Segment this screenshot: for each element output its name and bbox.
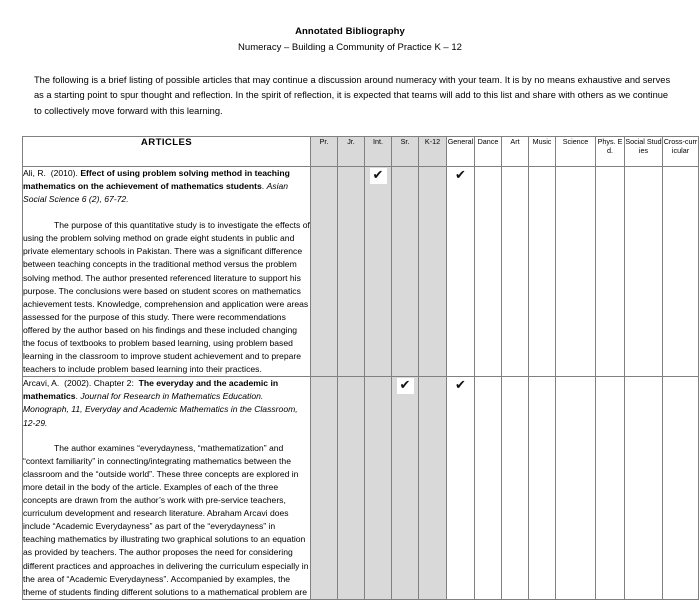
check-cell-cross-curricular[interactable] — [663, 377, 699, 600]
citation-author: Arcavi, A. — [23, 378, 60, 389]
check-cell-science[interactable] — [556, 377, 596, 600]
check-cell-sr[interactable] — [392, 377, 419, 600]
check-cell-cross-curricular[interactable] — [663, 166, 699, 376]
check-cell-k12[interactable] — [419, 166, 447, 376]
check-cell-sr[interactable] — [392, 166, 419, 376]
citation-title: Effect of using problem solving method in teaching mathematics on the achievement of mathematics students — [23, 167, 290, 191]
citation-author: Ali, R. — [23, 167, 46, 178]
check-mark: ✔ — [397, 378, 414, 394]
title-block — [0, 0, 700, 56]
check-cell-general[interactable] — [447, 377, 475, 600]
check-cell-music[interactable] — [529, 166, 556, 376]
annotation-1: The purpose of this quantitative study is to investigate the effects of using the problem solving method on grade eight students in public and private elementary schools in Pakistan. There was a significant difference between teaching concepts in the traditional method versus the problem solving method. The author presented referenced literature to support his purpose. The conclusions were based on student scores on mathematics achievement tests. Knowledge, comprehension and application were areas assessed for the purpose of this study. There were recommendations offered by the author based on his findings and these included changing the focus of textbooks to problem based learning, using problem based learning in the classroom to improve student achievement and to prepare teachers to include problem based learning into their practices. — [23, 220, 310, 375]
column-header-phys-ed: Phys. Ed. — [596, 136, 625, 166]
page-title: Annotated Bibliography — [295, 26, 405, 37]
citation-1 — [23, 167, 310, 206]
column-header-k12: K-12 — [419, 136, 447, 166]
table-row — [23, 166, 699, 376]
column-header-general: General — [447, 136, 475, 166]
check-cell-social-studies[interactable] — [625, 166, 663, 376]
column-header-science: Science — [556, 136, 596, 166]
column-header-pr: Pr. — [311, 136, 338, 166]
table-header-row — [23, 136, 699, 166]
bibliography-table-wrapper — [22, 136, 698, 600]
annotation-2: The author examines “everydayness, “mathematization” and “context familiarity” in connecting/integrating mathematics between the classroom and the “outside world”. These three concepts are explored in more detail in the body of the article. Examples of each of the three concepts are drawn from the author’s work with pre-service teachers, curriculum development and research literature. Abraham Arcavi does include “Academic Everydayness” as part of the “everydayness” in teaching mathematics by illustrating two graphical solutions to an equation as provided by teachers. The author proposes the need for considering different practices and approaches in delivering the curriculum especially in the area of “Academic Everydayness”. Accompanied by examples, the theme of students finding different solutions to a mathematical problem are — [23, 442, 309, 597]
check-cell-pr[interactable] — [311, 166, 338, 376]
check-mark: ✔ — [370, 168, 387, 184]
column-header-cross-curricular: Cross-curricular — [663, 136, 699, 166]
citation-year: (2010). — [50, 167, 78, 178]
citation-title: The everyday and the academic in mathematics — [23, 378, 279, 402]
citation-source: Journal for Research in Mathematics Education. Monograph, 11, Everyday and Academic Mathematics in the Classroom — [23, 391, 296, 415]
check-cell-science[interactable] — [556, 166, 596, 376]
column-header-social-studies: Social Studies — [625, 136, 663, 166]
citation-title-suffix: . — [75, 391, 78, 402]
table-row — [23, 377, 699, 600]
column-header-articles: ARTICLES — [23, 136, 311, 166]
check-cell-pr[interactable] — [311, 377, 338, 600]
bibliography-table — [22, 136, 699, 600]
check-cell-int[interactable] — [365, 166, 392, 376]
article-entry-1 — [23, 166, 311, 376]
column-header-art: Art — [502, 136, 529, 166]
check-cell-jr[interactable] — [338, 166, 365, 376]
check-cell-general[interactable] — [447, 166, 475, 376]
check-cell-k12[interactable] — [419, 377, 447, 600]
check-cell-art[interactable] — [502, 166, 529, 376]
column-header-int: Int. — [365, 136, 392, 166]
citation-source-rest: (2), 67-72. — [86, 194, 129, 205]
check-cell-int[interactable] — [365, 377, 392, 600]
check-cell-music[interactable] — [529, 377, 556, 600]
column-header-sr: Sr. — [392, 136, 419, 166]
citation-source-rest: , 12-29. — [23, 404, 298, 428]
article-entry-2 — [23, 377, 311, 600]
citation-year: (2002). — [64, 378, 92, 389]
check-cell-phys-ed[interactable] — [596, 166, 625, 376]
page-subtitle: Numeracy – Building a Community of Practice K – 12 — [238, 42, 462, 53]
check-cell-phys-ed[interactable] — [596, 377, 625, 600]
citation-2 — [23, 377, 310, 429]
citation-source: Asian Social Science 6 — [23, 180, 289, 205]
check-cell-art[interactable] — [502, 377, 529, 600]
check-mark: ✔ — [455, 378, 466, 394]
check-cell-social-studies[interactable] — [625, 377, 663, 600]
check-cell-dance[interactable] — [475, 377, 502, 600]
column-header-dance: Dance — [475, 136, 502, 166]
column-header-music: Music — [529, 136, 556, 166]
check-mark: ✔ — [455, 167, 466, 183]
citation-title-suffix: . — [261, 180, 265, 191]
check-cell-jr[interactable] — [338, 377, 365, 600]
column-header-jr: Jr. — [338, 136, 365, 166]
intro-paragraph: The following is a brief listing of possible articles that may continue a discussion around numeracy with your team. It is by no means exhaustive and serves as a starting point to spur thought and reflection. In the spirit of reflection, it is expected that teams will add to this list and share with others as we continue to collectively move forward with this learning. — [34, 75, 671, 116]
check-cell-dance[interactable] — [475, 166, 502, 376]
citation-chapter: Chapter 2: — [93, 378, 134, 389]
